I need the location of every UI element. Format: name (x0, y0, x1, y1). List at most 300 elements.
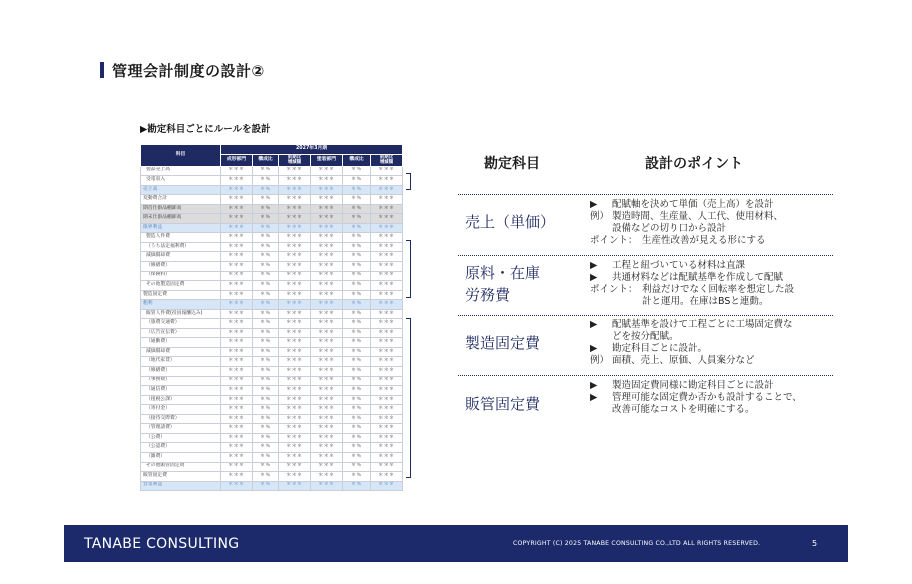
table-cell: ＊％ (253, 481, 279, 491)
subcolumn-header: 前期比 増減額 (371, 154, 403, 166)
table-cell: ＊＊＊ (371, 166, 403, 176)
table-cell: ＊％ (253, 395, 279, 405)
table-cell: ＊＊＊ (279, 376, 311, 386)
page-title: 管理会計制度の設計② (112, 62, 265, 80)
subcolumn-header: 塗装部門 (311, 154, 343, 166)
table-cell: ＊＊＊ (371, 414, 403, 424)
account-name: 製造人件費 (141, 233, 221, 243)
point-line (590, 319, 793, 331)
table-cell: ＊＊＊ (311, 233, 343, 243)
account-table (140, 144, 403, 491)
category-label: 販管固定費 (465, 395, 541, 413)
footer-bar (64, 525, 848, 562)
subcolumn-header: 構成比 (253, 154, 279, 166)
table-cell: ＊％ (253, 443, 279, 453)
point-text: 勘定科目ごとに設計。 (612, 343, 708, 354)
table-cell: ＊％ (343, 204, 371, 214)
table-cell: ＊％ (253, 252, 279, 262)
bullet-icon: ▶ (590, 272, 598, 283)
table-section-heading: ▶勘定科目ごとにルールを設計 (140, 124, 271, 135)
table-cell: ＊＊＊ (221, 233, 253, 243)
table-cell: ＊＊＊ (221, 443, 253, 453)
table-cell: ＊＊＊ (279, 242, 311, 252)
table-cell: ＊＊＊ (311, 281, 343, 291)
table-cell: ＊＊＊ (221, 319, 253, 329)
point-text: 製造固定費同様に勘定科目ごとに設計 (612, 380, 774, 391)
table-row (141, 347, 403, 357)
col-heading-points: 設計のポイント (645, 156, 743, 172)
table-cell: ＊％ (343, 452, 371, 462)
table-cell: ＊％ (253, 347, 279, 357)
table-cell: ＊％ (253, 214, 279, 224)
account-name: （公費） (141, 433, 221, 443)
table-cell: ＊＊＊ (221, 357, 253, 367)
table-cell: ＊％ (343, 242, 371, 252)
table-cell: ＊＊＊ (311, 433, 343, 443)
account-name: （接待交際費） (141, 414, 221, 424)
point-line (590, 343, 793, 355)
point-marker (590, 223, 612, 235)
category-label: 売上（単価） (465, 213, 556, 231)
table-cell: ＊＊＊ (311, 414, 343, 424)
table-cell: ＊＊＊ (221, 395, 253, 405)
copyright: COPYRIGHT (C) 2025 TANABE CONSULTING CO.,LTD ALL RIGHTS RESERVED. (513, 540, 761, 547)
account-name: （保険料） (141, 271, 221, 281)
subcolumn-header: 前期比 増減額 (279, 154, 311, 166)
table-cell: ＊＊＊ (371, 233, 403, 243)
table-row (141, 481, 403, 491)
table-cell: ＊＊＊ (279, 405, 311, 415)
table-row (141, 328, 403, 338)
account-name: （旅費交通費） (141, 319, 221, 329)
point-line (590, 296, 794, 308)
table-row (141, 405, 403, 415)
table-cell: ＊＊＊ (279, 328, 311, 338)
bracket-fixed-costs (406, 318, 411, 478)
table-cell: ＊＊＊ (311, 395, 343, 405)
table-cell: ＊＊＊ (371, 290, 403, 300)
table-cell: ＊％ (343, 281, 371, 291)
table-cell: ＊％ (343, 214, 371, 224)
bullet-icon: ▶ (590, 380, 598, 391)
table-cell: ＊＊＊ (371, 262, 403, 272)
bullet-icon: ▶ (590, 260, 598, 271)
table-cell: ＊％ (343, 271, 371, 281)
table-cell: ＊％ (343, 414, 371, 424)
point-text: 配賦軸を決めて単価（売上高）を設計 (612, 199, 774, 210)
account-name: 減価償却費 (141, 252, 221, 262)
account-name: （修繕費） (141, 367, 221, 377)
table-cell: ＊％ (343, 347, 371, 357)
table-cell: ＊＊＊ (279, 395, 311, 405)
point-line (590, 223, 783, 235)
table-cell: ＊＊＊ (311, 367, 343, 377)
table-cell: ＊＊＊ (221, 300, 253, 310)
table-cell: ＊％ (253, 242, 279, 252)
design-points (590, 319, 793, 367)
table-cell: ＊＊＊ (311, 376, 343, 386)
table-cell: ＊＊＊ (371, 185, 403, 195)
point-text: 利益だけでなく回転率を想定した設 (642, 284, 795, 295)
table-cell: ＊＊＊ (221, 376, 253, 386)
point-text: 共通材料などは配賦基準を作成して配賦 (612, 272, 784, 283)
table-cell: ＊％ (253, 176, 279, 186)
table-cell: ＊＊＊ (371, 424, 403, 434)
table-cell: ＊＊＊ (311, 472, 343, 482)
table-cell: ＊％ (253, 233, 279, 243)
point-text: 改善可能なコストを明確にする。 (612, 404, 755, 415)
table-cell: ＊％ (343, 462, 371, 472)
table-cell: ＊＊＊ (371, 328, 403, 338)
table-cell: ＊＊＊ (371, 281, 403, 291)
table-cell: ＊％ (253, 185, 279, 195)
table-cell: ＊％ (343, 166, 371, 176)
table-cell: ＊＊＊ (371, 223, 403, 233)
table-cell: ＊＊＊ (371, 405, 403, 415)
table-cell: ＊＊＊ (311, 223, 343, 233)
table-cell: ＊＊＊ (221, 185, 253, 195)
account-name: （広告宣伝費） (141, 328, 221, 338)
table-cell: ＊＊＊ (279, 462, 311, 472)
table-cell: ＊％ (253, 300, 279, 310)
table-cell: ＊＊＊ (371, 472, 403, 482)
table-cell: ＊＊＊ (279, 414, 311, 424)
point-line (590, 284, 794, 296)
divider (458, 315, 833, 316)
table-cell: ＊＊＊ (371, 252, 403, 262)
table-row (141, 262, 403, 272)
table-cell: ＊＊＊ (311, 204, 343, 214)
table-cell: ＊＊＊ (371, 481, 403, 491)
table-cell: ＊＊＊ (279, 262, 311, 272)
table-cell: ＊＊＊ (311, 262, 343, 272)
point-line (590, 199, 783, 211)
account-name: 販管固定費 (141, 472, 221, 482)
table-cell: ＊＊＊ (311, 252, 343, 262)
table-cell: ＊％ (343, 395, 371, 405)
table-cell: ＊％ (253, 472, 279, 482)
table-cell: ＊＊＊ (279, 300, 311, 310)
table-cell: ＊％ (343, 185, 371, 195)
point-marker: ポイント： (590, 235, 638, 246)
table-cell: ＊＊＊ (221, 204, 253, 214)
table-cell: ＊＊＊ (371, 309, 403, 319)
table-cell: ＊＊＊ (221, 414, 253, 424)
table-cell: ＊＊＊ (221, 452, 253, 462)
table-cell: ＊＊＊ (279, 166, 311, 176)
table-cell: ＊％ (253, 338, 279, 348)
table-cell: ＊％ (343, 376, 371, 386)
table-cell: ＊＊＊ (311, 338, 343, 348)
point-line (590, 211, 783, 223)
table-cell: ＊＊＊ (221, 290, 253, 300)
table-cell: ＊＊＊ (279, 433, 311, 443)
point-marker: 例） (590, 355, 610, 366)
table-row (141, 290, 403, 300)
point-line (590, 331, 793, 343)
table-cell: ＊＊＊ (221, 176, 253, 186)
table-cell: ＊％ (253, 433, 279, 443)
point-text: 管理可能な固定費か否かも設計することで、 (612, 392, 802, 403)
table-cell: ＊＊＊ (311, 185, 343, 195)
bracket-materials (406, 240, 411, 298)
table-cell: ＊＊＊ (221, 242, 253, 252)
point-marker (590, 404, 612, 416)
bullet-icon: ▶ (590, 392, 598, 403)
table-cell: ＊＊＊ (279, 281, 311, 291)
table-cell: ＊％ (253, 376, 279, 386)
table-cell: ＊＊＊ (311, 290, 343, 300)
table-cell: ＊％ (253, 290, 279, 300)
point-marker (590, 331, 612, 343)
table-cell: ＊＊＊ (311, 242, 343, 252)
table-cell: ＊％ (253, 166, 279, 176)
table-cell: ＊％ (253, 195, 279, 205)
table-cell: ＊＊＊ (221, 271, 253, 281)
table-cell: ＊％ (343, 405, 371, 415)
bullet-icon: ▶ (590, 199, 598, 210)
table-cell: ＊＊＊ (371, 367, 403, 377)
table-cell: ＊＊＊ (311, 452, 343, 462)
table-cell: ＊＊＊ (279, 319, 311, 329)
account-name: 製造固定費 (141, 290, 221, 300)
account-name: （管理諸費） (141, 424, 221, 434)
account-name: 受電収入 (141, 176, 221, 186)
table-cell: ＊＊＊ (221, 462, 253, 472)
table-cell: ＊＊＊ (279, 452, 311, 462)
page-number: 5 (812, 539, 818, 548)
table-cell: ＊％ (343, 386, 371, 396)
account-name: （うち法定福利費） (141, 242, 221, 252)
point-line (590, 392, 802, 404)
table-cell: ＊％ (343, 195, 371, 205)
account-name: 変動費合計 (141, 195, 221, 205)
table-row (141, 472, 403, 482)
table-cell: ＊％ (343, 233, 371, 243)
account-name: （租税公課） (141, 395, 221, 405)
table-cell: ＊％ (253, 262, 279, 272)
table-cell: ＊％ (253, 405, 279, 415)
table-cell: ＊＊＊ (311, 443, 343, 453)
table-cell: ＊＊＊ (371, 271, 403, 281)
table-row (141, 433, 403, 443)
table-cell: ＊＊＊ (221, 472, 253, 482)
point-line (590, 235, 783, 247)
table-cell: ＊＊＊ (279, 252, 311, 262)
table-cell: ＊＊＊ (279, 185, 311, 195)
point-line (590, 260, 794, 272)
point-text: 工程と紐づいている材料は直課 (612, 260, 746, 271)
table-cell: ＊＊＊ (311, 271, 343, 281)
table-cell: ＊％ (343, 290, 371, 300)
account-name: （修繕費） (141, 262, 221, 272)
account-name: 製品売上高 (141, 166, 221, 176)
table-cell: ＊＊＊ (221, 347, 253, 357)
bullet-icon: ▶ (590, 319, 598, 330)
account-name: 粗利 (141, 300, 221, 310)
point-marker: 例） (590, 211, 610, 222)
table-row (141, 424, 403, 434)
table-cell: ＊＊＊ (371, 395, 403, 405)
table-cell: ＊％ (253, 204, 279, 214)
bracket-sales (406, 173, 411, 190)
table-cell: ＊％ (343, 176, 371, 186)
table-cell: ＊＊＊ (221, 433, 253, 443)
table-cell: ＊＊＊ (279, 472, 311, 482)
table-row (141, 195, 403, 205)
table-cell: ＊＊＊ (221, 281, 253, 291)
point-marker: ポイント： (590, 284, 638, 295)
table-cell: ＊＊＊ (221, 386, 253, 396)
table-cell: ＊＊＊ (279, 309, 311, 319)
table-row (141, 357, 403, 367)
table-cell: ＊％ (253, 319, 279, 329)
account-name: 期末仕掛品棚卸高 (141, 214, 221, 224)
title-accent-bar (100, 62, 104, 78)
account-name: （雑費） (141, 452, 221, 462)
table-cell: ＊＊＊ (279, 367, 311, 377)
table-cell: ＊％ (343, 357, 371, 367)
table-cell: ＊＊＊ (279, 223, 311, 233)
table-cell: ＊＊＊ (311, 481, 343, 491)
account-name: （事務費） (141, 376, 221, 386)
account-column-header: 科目 (141, 145, 221, 167)
table-row (141, 204, 403, 214)
table-cell: ＊＊＊ (279, 424, 311, 434)
point-line (590, 355, 793, 367)
table-cell: ＊％ (343, 309, 371, 319)
point-line (590, 404, 802, 416)
table-cell: ＊％ (343, 424, 371, 434)
design-points (590, 380, 802, 416)
subcolumn-header: 成形部門 (221, 154, 253, 166)
category-label: 原料・在庫 労務費 (465, 264, 541, 304)
table-cell: ＊％ (343, 367, 371, 377)
table-cell: ＊＊＊ (221, 195, 253, 205)
table-cell: ＊＊＊ (279, 176, 311, 186)
table-cell: ＊＊＊ (279, 443, 311, 453)
table-cell: ＊＊＊ (311, 214, 343, 224)
design-points (590, 260, 794, 308)
table-cell: ＊＊＊ (311, 166, 343, 176)
table-cell: ＊％ (253, 328, 279, 338)
table-cell: ＊＊＊ (221, 328, 253, 338)
table-cell: ＊％ (343, 262, 371, 272)
table-row (141, 223, 403, 233)
table-cell: ＊＊＊ (371, 300, 403, 310)
account-name: （寄付金） (141, 405, 221, 415)
table-cell: ＊％ (343, 319, 371, 329)
point-line (590, 272, 794, 284)
table-cell: ＊＊＊ (279, 271, 311, 281)
table-cell: ＊＊＊ (279, 233, 311, 243)
point-text: 製造時間、生産量、人工代、使用材料、 (612, 211, 784, 222)
table-cell: ＊％ (253, 452, 279, 462)
account-name: 減価償却費 (141, 347, 221, 357)
table-cell: ＊＊＊ (311, 386, 343, 396)
table-cell: ＊＊＊ (279, 386, 311, 396)
table-cell: ＊％ (253, 357, 279, 367)
table-cell: ＊％ (253, 309, 279, 319)
table-cell: ＊＊＊ (311, 176, 343, 186)
point-text: 設備などの切り口から設計 (612, 223, 727, 234)
table-cell: ＊＊＊ (279, 481, 311, 491)
table-cell: ＊＊＊ (371, 376, 403, 386)
category-label: 製造固定費 (465, 334, 541, 352)
table-cell: ＊＊＊ (311, 309, 343, 319)
table-cell: ＊＊＊ (371, 443, 403, 453)
table-row (141, 281, 403, 291)
point-text: 生産性改善が見える形にする (642, 235, 766, 246)
table-cell: ＊＊＊ (371, 357, 403, 367)
account-name: 売上高 (141, 185, 221, 195)
table-row (141, 338, 403, 348)
table-cell: ＊＊＊ (221, 338, 253, 348)
table-cell: ＊＊＊ (221, 252, 253, 262)
table-cell: ＊＊＊ (221, 481, 253, 491)
point-text: どを按分配賦。 (612, 331, 679, 342)
table-cell: ＊＊＊ (221, 309, 253, 319)
table-cell: ＊＊＊ (221, 223, 253, 233)
table-cell: ＊％ (343, 338, 371, 348)
divider (458, 194, 833, 195)
table-cell: ＊＊＊ (371, 462, 403, 472)
table-cell: ＊＊＊ (221, 367, 253, 377)
table-cell: ＊＊＊ (371, 195, 403, 205)
table-row (141, 214, 403, 224)
point-line (590, 380, 802, 392)
table-cell: ＊％ (253, 223, 279, 233)
table-cell: ＊％ (343, 481, 371, 491)
table-cell: ＊＊＊ (279, 214, 311, 224)
account-name: （公認費） (141, 443, 221, 453)
account-name: 営業利益 (141, 481, 221, 491)
divider (458, 375, 833, 376)
table-cell: ＊＊＊ (311, 347, 343, 357)
point-marker (590, 296, 642, 308)
table-cell: ＊＊＊ (279, 290, 311, 300)
divider (458, 255, 833, 256)
table-row (141, 414, 403, 424)
table-cell: ＊＊＊ (371, 204, 403, 214)
account-name: 限界利益 (141, 223, 221, 233)
period-header: 2027年3月期 (221, 145, 403, 155)
table-row (141, 367, 403, 377)
table-cell: ＊＊＊ (371, 347, 403, 357)
table-cell: ＊＊＊ (371, 319, 403, 329)
table-cell: ＊％ (343, 223, 371, 233)
table-cell: ＊％ (253, 414, 279, 424)
table-cell: ＊＊＊ (221, 166, 253, 176)
table-cell: ＊＊＊ (371, 338, 403, 348)
table-row (141, 176, 403, 186)
table-cell: ＊＊＊ (371, 386, 403, 396)
table-cell: ＊＊＊ (311, 424, 343, 434)
table-row (141, 166, 403, 176)
table-cell: ＊＊＊ (371, 176, 403, 186)
design-points (590, 199, 783, 247)
table-row (141, 185, 403, 195)
table-cell: ＊％ (253, 281, 279, 291)
table-cell: ＊＊＊ (279, 338, 311, 348)
account-name: 販管人件費(役員報酬込み) (141, 309, 221, 319)
account-name: 期首仕掛品棚卸高 (141, 204, 221, 214)
table-cell: ＊＊＊ (311, 319, 343, 329)
table-row (141, 452, 403, 462)
table-cell: ＊＊＊ (311, 300, 343, 310)
table-cell: ＊％ (253, 367, 279, 377)
table-row (141, 443, 403, 453)
